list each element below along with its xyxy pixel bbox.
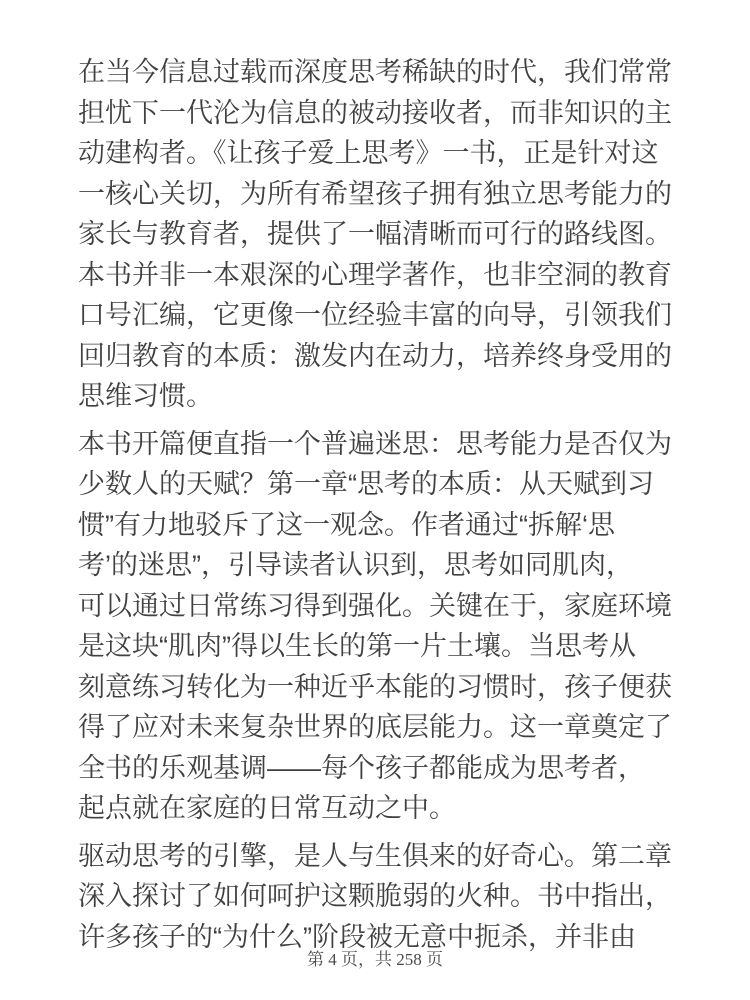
paragraph-2 xyxy=(78,424,672,829)
text-line: 惯”有力地驳斥了这一观念。作者通过“拆解‘思 xyxy=(78,509,615,540)
text-line: 考’的迷思”，引导读者认识到，思考如同肌肉， xyxy=(78,550,633,580)
text-line: 刻意练习转化为一种近乎本能的习惯时，孩子便获 xyxy=(78,671,672,702)
page-number-footer: 第 4 页，共 258 页 xyxy=(307,950,443,969)
text-line: 起点就在家庭的日常互动之中。 xyxy=(78,793,456,823)
text-line: 本书开篇便直指一个普遍迷思：思考能力是否仅为 xyxy=(78,428,672,459)
text-line: 家长与教育者，提供了一幅清晰而可行的路线图。 xyxy=(78,219,672,249)
text-line: 回归教育的本质：激发内在动力，培养终身受用的 xyxy=(78,340,672,371)
text-line: 是这块“肌肉”得以生长的第一片土壤。当思考从 xyxy=(78,631,636,661)
text-line: 得了应对未来复杂世界的底层能力。这一章奠定了 xyxy=(78,712,672,742)
text-line: 本书并非一本艰深的心理学著作，也非空洞的教育 xyxy=(78,259,672,290)
text-line: 一核心关切，为所有希望孩子拥有独立思考能力的 xyxy=(78,178,672,209)
text-line: 少数人的天赋？第一章“思考的本质：从天赋到习 xyxy=(78,469,654,499)
text-line: 驱动思考的引擎，是人与生俱来的好奇心。第二章 xyxy=(78,840,672,871)
text-line: 在当今信息过载而深度思考稀缺的时代，我们常常 xyxy=(78,57,672,87)
text-line: 全书的乐观基调——每个孩子都能成为思考者， xyxy=(78,752,645,783)
text-line: 思维习惯。 xyxy=(78,381,213,411)
paragraph-3 xyxy=(78,836,672,958)
page-body-text xyxy=(78,52,672,964)
text-line: 可以通过日常练习得到强化。关键在于，家庭环境 xyxy=(78,590,672,621)
text-line: 动建构者。《让孩子爱上思考》一书，正是针对这 xyxy=(78,138,659,168)
text-line: 口号汇编，它更像一位经验丰富的向导，引领我们 xyxy=(78,300,672,330)
text-line: 许多孩子的“为什么”阶段被无意中扼杀，并非由 xyxy=(78,921,636,952)
text-line: 担忧下一代沦为信息的被动接收者，而非知识的主 xyxy=(78,97,672,128)
text-line: 深入探讨了如何呵护这颗脆弱的火种。书中指出， xyxy=(78,881,672,911)
paragraph-1 xyxy=(78,52,672,417)
